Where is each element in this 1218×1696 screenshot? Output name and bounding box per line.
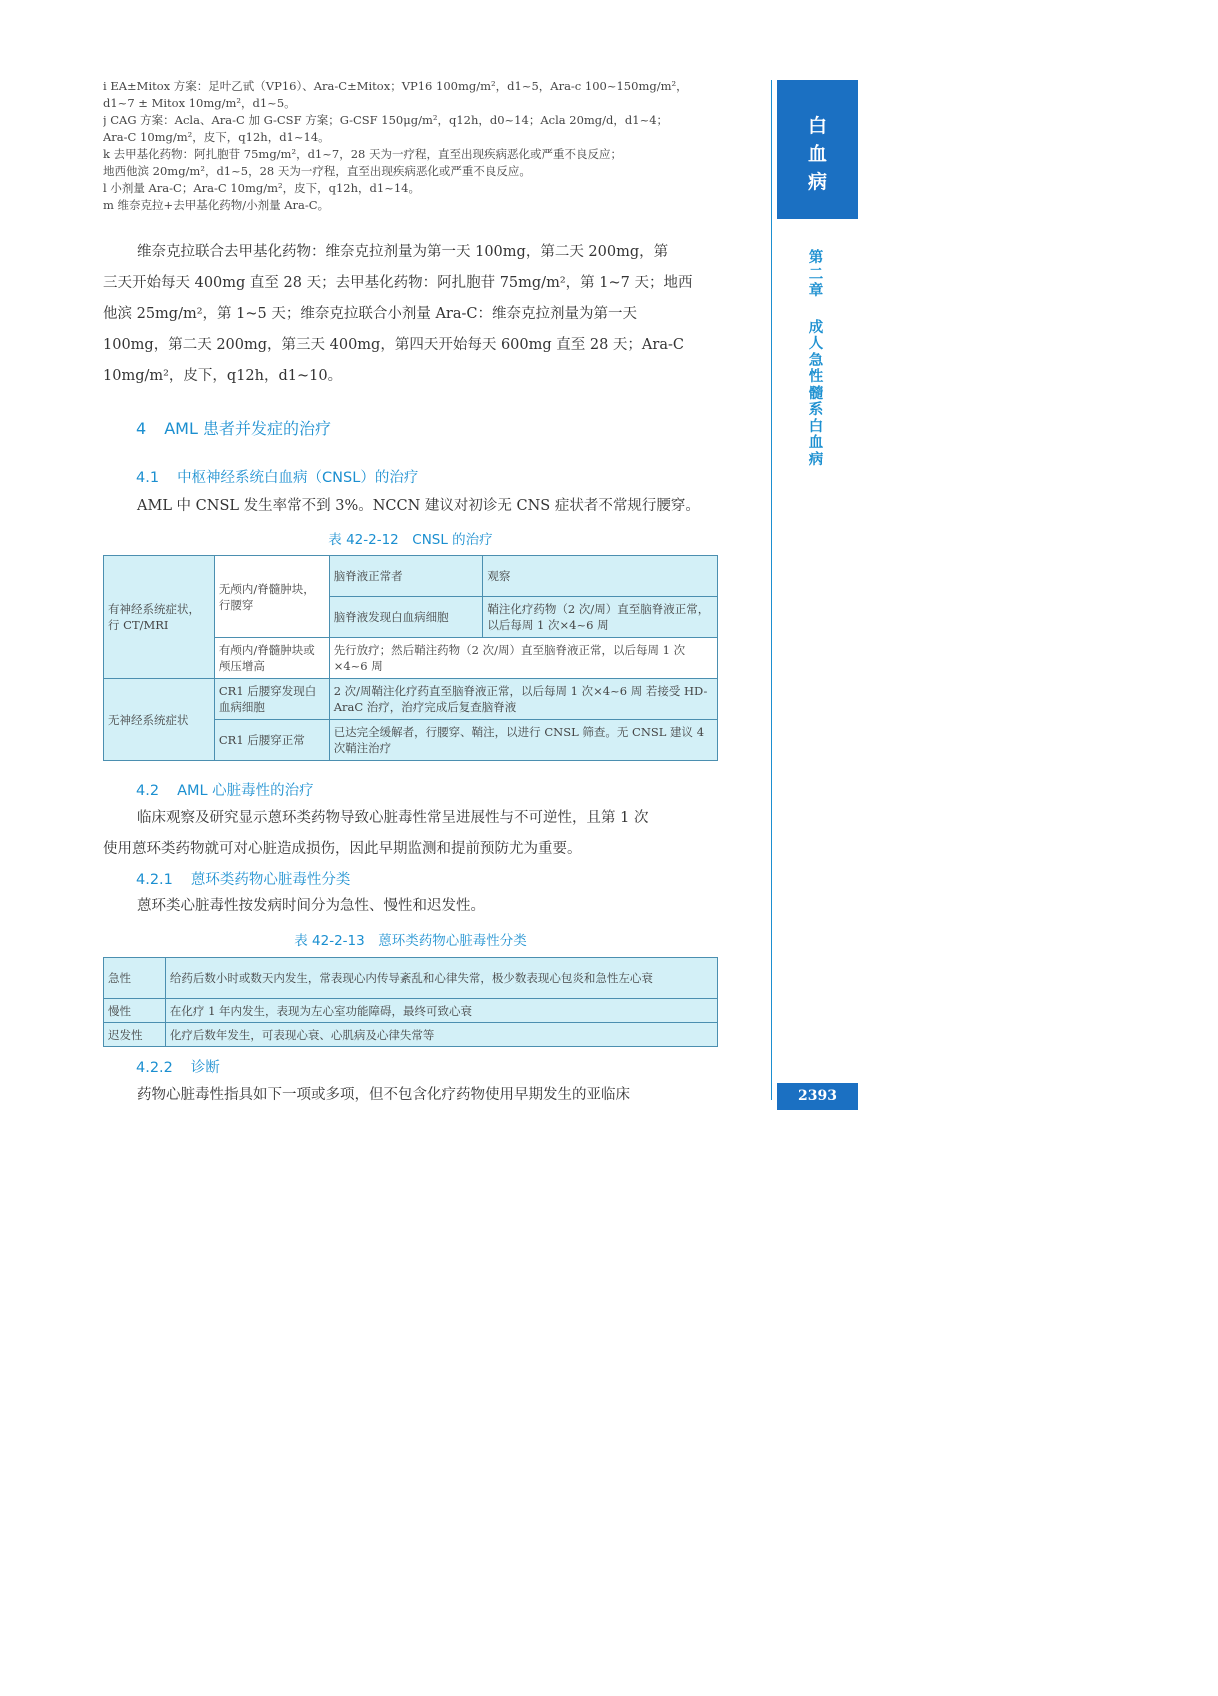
- section-number: 4: [136, 419, 147, 438]
- paragraph-line: AML 中 CNSL 发生率常不到 3%。NCCN 建议对初诊无 CNS 症状者不常规行腰穿。: [137, 498, 700, 514]
- section-tab: [777, 80, 858, 219]
- chapter-char: 病: [808, 451, 824, 468]
- table-cell: 先行放疗；然后鞘注药物（2 次/周）直至脑脊液正常，以后每周 1 次×4~6 周: [329, 638, 717, 679]
- cnsl-treatment-table: [103, 555, 718, 761]
- paragraph-line: 他滨 25mg/m²，第 1~5 天；维奈克拉联合小剂量 Ara-C：维奈克拉剂量为第一天: [103, 306, 638, 322]
- footnote-line: i EA±Mitox 方案：足叶乙甙（VP16）、Ara-C±Mitox；VP16 100mg/m²，d1~5，Ara-c 100~150mg/m²，: [103, 79, 688, 93]
- section-number: 4.2.1: [136, 872, 173, 888]
- diagnosis-paragraph: [103, 1080, 752, 1111]
- footnote-line: 地西他滨 20mg/m²，d1~5，28 天为一疗程，直至出现疾病恶化或严重不良反应。: [103, 164, 531, 178]
- section-title: 蒽环类药物心脏毒性分类: [190, 872, 351, 888]
- paragraph-line: 100mg，第二天 200mg，第三天 400mg，第四天开始每天 600mg 直至 28 天；Ara-C: [103, 337, 684, 353]
- chapter-char: 人: [808, 336, 824, 352]
- table-cell: 鞘注化疗药物（2 次/周）直至脑脊液正常，以后每周 1 次×4~6 周: [483, 597, 718, 638]
- section-tab-char: 白: [807, 115, 827, 137]
- footnote-line: m 维奈克拉+去甲基化药物/小剂量 Ara-C。: [103, 198, 330, 212]
- section-title: 诊断: [190, 1060, 220, 1076]
- section-heading-4-2: [136, 779, 314, 800]
- paragraph-line: 10mg/m²，皮下，q12h，d1~10。: [103, 368, 343, 384]
- classification-paragraph: [103, 891, 752, 922]
- paragraph-line: 药物心脏毒性指具如下一项或多项，但不包含化疗药物使用早期发生的亚临床: [137, 1087, 630, 1103]
- paragraph-line: 三天开始每天 400mg 直至 28 天；去甲基化药物：阿扎胞苷 75mg/m²，第 1~7 天；地西: [103, 275, 693, 291]
- section-title: AML 心脏毒性的治疗: [177, 783, 314, 799]
- section-title: AML 患者并发症的治疗: [164, 419, 331, 438]
- chapter-char: [806, 300, 826, 320]
- table-cell: 脑脊液发现白血病细胞: [329, 597, 483, 638]
- margin-divider: [771, 80, 772, 1100]
- paragraph-line: 蒽环类心脏毒性按发病时间分为急性、慢性和迟发性。: [137, 898, 485, 914]
- footnote-line: Ara-C 10mg/m²，皮下，q12h，d1~14。: [103, 130, 330, 144]
- cnsl-incidence-paragraph: [103, 491, 752, 522]
- table-cell: 化疗后数年发生，可表现心衰、心肌病及心律失常等: [165, 1023, 717, 1047]
- table-cell: 2 次/周鞘注化疗药直至脑脊液正常，以后每周 1 次×4~6 周 若接受 HD-AraC 治疗，治疗完成后复查脑脊液: [329, 679, 717, 720]
- table-cell: 急性: [104, 958, 166, 999]
- chapter-char: 章: [808, 283, 824, 299]
- footnote-line: j CAG 方案：Acla、Ara-C 加 G-CSF 方案；G-CSF 150μg/m²，q12h，d0~14；Acla 20mg/d，d1~4；: [103, 113, 669, 127]
- venetoclax-paragraph: [103, 237, 718, 392]
- table-cell: 脑脊液正常者: [329, 556, 483, 597]
- section-heading-4-2-2: [136, 1056, 220, 1077]
- table-caption: 表 42-2-13 蒽环类药物心脏毒性分类: [294, 933, 527, 949]
- table-cell: 在化疗 1 年内发生，表现为左心室功能障碍，最终可致心衰: [165, 999, 717, 1023]
- section-number: 4.2.2: [136, 1060, 173, 1076]
- section-number: 4.2: [136, 783, 160, 799]
- section-heading-4-1: [136, 466, 418, 487]
- table-cell: 已达完全缓解者，行腰穿、鞘注，以进行 CNSL 筛查。无 CNSL 建议 4 次鞘注治疗: [329, 720, 717, 761]
- table-cell: CR1 后腰穿正常: [214, 720, 329, 761]
- table-cell: 慢性: [104, 999, 166, 1023]
- section-tab-char: 血: [807, 143, 827, 165]
- chapter-char: 成: [808, 319, 824, 336]
- section-number: 4.1: [136, 470, 160, 486]
- table-caption: 表 42-2-12 CNSL 的治疗: [328, 532, 493, 548]
- table-cell: CR1 后腰穿发现白血病细胞: [214, 679, 329, 720]
- page-number: 2393: [777, 1083, 858, 1110]
- chapter-label: [806, 250, 826, 468]
- chapter-char: 血: [808, 435, 824, 451]
- cardiotoxicity-class-table: [103, 957, 718, 1047]
- footnote-line: k 去甲基化药物：阿扎胞苷 75mg/m²，d1~7，28 天为一疗程，直至出现疾病恶化或严重不良反应；: [103, 147, 622, 161]
- table-cell: 给药后数小时或数天内发生，常表现心内传导紊乱和心律失常，极少数表现心包炎和急性左心衰: [165, 958, 717, 999]
- footnote-line: d1~7 ± Mitox 10mg/m²，d1~5。: [103, 96, 296, 110]
- paragraph-line: 维奈克拉联合去甲基化药物：维奈克拉剂量为第一天 100mg，第二天 200mg，第: [137, 244, 669, 260]
- paragraph-line: 临床观察及研究显示蒽环类药物导致心脏毒性常呈进展性与不可逆性，且第 1 次: [137, 810, 649, 826]
- cardiotoxicity-paragraph: [103, 803, 718, 865]
- section-heading-4-2-1: [136, 868, 350, 889]
- section-title: 中枢神经系统白血病（CNSL）的治疗: [177, 470, 419, 486]
- chapter-char: 二: [808, 266, 824, 283]
- section-tab-char: 病: [807, 171, 827, 193]
- chapter-char: 髓: [808, 385, 824, 402]
- chapter-char: 性: [808, 369, 824, 385]
- table-cell: 有神经系统症状，行 CT/MRI: [104, 556, 215, 679]
- table-cell: 迟发性: [104, 1023, 166, 1047]
- table-cell: 有颅内/脊髓肿块或颅压增高: [214, 638, 329, 679]
- chapter-char: 急: [808, 352, 824, 369]
- regimen-footnotes: [103, 78, 718, 214]
- table-cell: 无颅内/脊髓肿块，行腰穿: [214, 556, 329, 638]
- chapter-char: 系: [808, 402, 824, 418]
- chapter-char: 白: [808, 418, 824, 435]
- chapter-char: 第: [808, 250, 824, 266]
- footnote-line: l 小剂量 Ara-C；Ara-C 10mg/m²，皮下，q12h，d1~14。: [103, 181, 420, 195]
- section-heading-4: [136, 416, 331, 439]
- table-cell: 无神经系统症状: [104, 679, 215, 761]
- paragraph-line: 使用蒽环类药物就可对心脏造成损伤，因此早期监测和提前预防尤为重要。: [103, 841, 582, 857]
- table-cell: 观察: [483, 556, 718, 597]
